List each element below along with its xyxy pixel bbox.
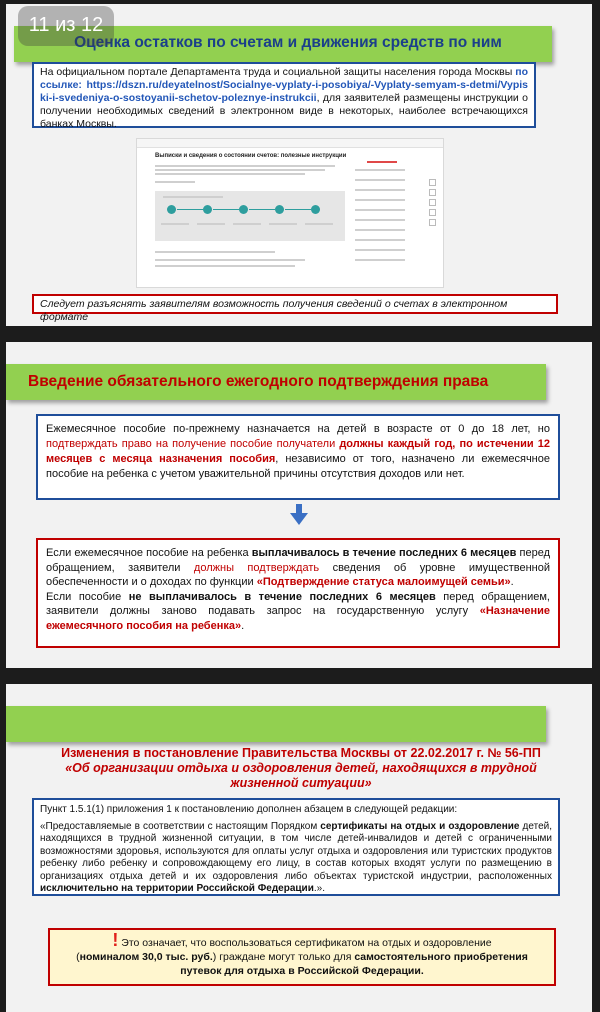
box1-text: Ежемесячное пособие по-прежнему назначается на детей в возрасте от 0 до 18 лет, но (46, 423, 550, 435)
box1-red-text: подтверждать право на получение пособие получатели (46, 438, 336, 450)
box1-text-end: , независимо от того, назначено ли ежемесячное пособие на ребенка с учетом уважительной причины отсутствия доходов или нет. (46, 453, 550, 480)
step-icon (275, 205, 284, 214)
box1-red-bold-text: должны каждый год, по истечении 12 месяцев с месяца назначения пособия (46, 438, 551, 465)
intro-text: На официальном портале Департамента труда и социальной защиты населения города Москвы (40, 66, 513, 78)
screenshot-header (137, 139, 443, 148)
link-prefix: по ссылке: (40, 66, 528, 91)
slide-1-title: Оценка остатков по счетам и движения средств по ним (74, 34, 502, 51)
exclamation-icon: ! (112, 930, 119, 950)
screenshot-steps-panel (155, 191, 345, 241)
slide-3 (6, 684, 592, 1012)
after-link-text: , для заявителей размещены инструкции о получении необходимых сведений в электронном виде в некоторых, наиболее встречающихся банках Москвы. (40, 92, 528, 130)
step-icon (203, 205, 212, 214)
box-quote: «Предоставляемые в соответствии с настоящим Порядком сертификаты на отдых и оздоровление детей, находящихся в трудной жизненной ситуации, в том числе детей-инвалидов и детей с ограниченными возможностями здоровья, используются для оплаты услуг отдыха и оздоровления или туристских продуктов ребенку либо ребенку и сопровождающему его лицу, в состав которых входят услуги по размещению в организациях отдыха детей и их оздоровления либо объектах туристской индустрии, расположенных исключительно на территории Российской Федерации.». (40, 820, 552, 894)
slide-3-note-box: ! Это означает, что воспользоваться сертификатом на отдых и оздоровление (номиналом 30,0 тыс. руб.) граждане могут только для самостоятельного приобретения путевок для отдыха в Российской Федерации. (48, 928, 556, 986)
step-icon (311, 205, 320, 214)
slide-2-title: Введение обязательного ежегодного подтверждения права (28, 373, 489, 390)
box-intro: Пункт 1.5.1(1) приложения 1 к постановлению дополнен абзацем в следующей редакции: (40, 804, 458, 815)
condition-paid: Если ежемесячное пособие на ребенка выплачивалось в течение последних 6 месяцев перед обращением, заявители должны подтверждать сведения об уровне имущественной обеспеченности и о доходах по функции «Подтверждение статуса малоимущей семьи». (46, 547, 550, 588)
condition-not-paid: Если пособие не выплачивалось в течение последних 6 месяцев перед обращением, заявители должны заново подавать запрос на государственную услугу «Назначение ежемесячного пособия на ребенка». (46, 590, 550, 632)
slide-3-info-box (32, 798, 560, 896)
slide-2 (6, 342, 592, 668)
slide-2-condition-box (36, 538, 560, 648)
portal-screenshot (136, 138, 444, 288)
screenshot-title: Выписки и сведения о состоянии счетов: полезные инструкции (155, 153, 347, 159)
dszn-instructions-link[interactable]: https://dszn.ru/deyatelnost/Socialnye-vyplaty-i-posobiya/-Vyplaty-semyam-s-detmi/Vypiski-i-svedeniya-o-sostoyanii-schetov-poleznye-instrukcii (40, 79, 528, 104)
footer-note-text: Следует разъяснять заявителям возможность получения сведений о счетах в электронном формате (40, 298, 508, 323)
heading-line-1: Изменения в постановление Правительства Москвы от 22.02.2017 г. № 56-ПП (61, 746, 541, 760)
page-counter: 11 из 12 (18, 6, 114, 46)
arrow-down-icon (289, 504, 309, 526)
slide-3-green-bar (6, 706, 546, 742)
slide-1-info-box (32, 62, 536, 128)
slide-1 (6, 4, 592, 326)
slide-1-footer-note (32, 294, 558, 323)
step-icon (239, 205, 248, 214)
step-icon (167, 205, 176, 214)
slide-3-heading (36, 746, 566, 791)
slide-2-info-box (36, 414, 560, 500)
heading-line-2: «Об организации отдыха и оздоровления детей, находящихся в трудной жизненной ситуации» (65, 761, 537, 790)
